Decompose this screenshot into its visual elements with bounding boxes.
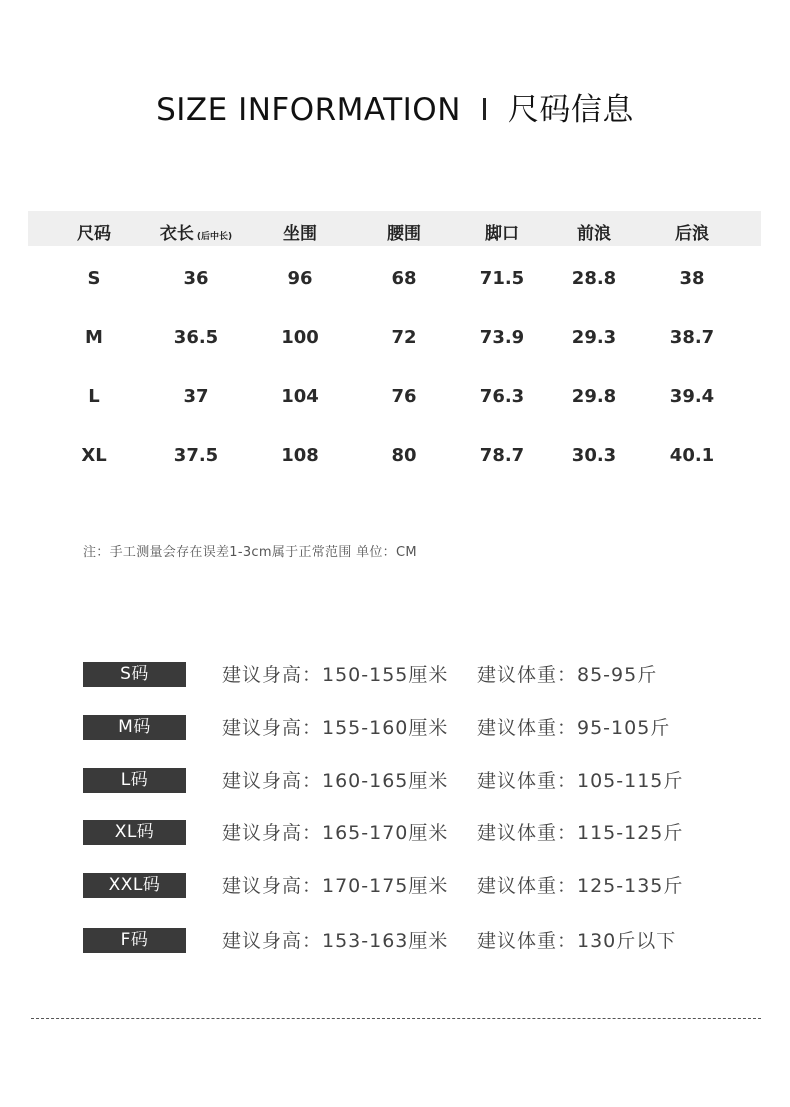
suggestion-row: [83, 768, 723, 794]
title-english: SIZE INFORMATION: [156, 92, 461, 128]
table-cell: L: [88, 386, 100, 407]
table-row: [28, 305, 761, 364]
table-cell: 76.3: [479, 386, 525, 407]
size-badge: F码: [83, 928, 186, 953]
table-cell: 37: [183, 386, 209, 407]
header-leg-opening: 脚口: [485, 224, 519, 244]
table-cell: 29.8: [571, 386, 617, 407]
table-cell: 28.8: [571, 268, 617, 289]
table-cell: 72: [391, 327, 417, 348]
header-size: 尺码: [77, 224, 111, 244]
table-row: [28, 364, 761, 423]
table-cell: 29.3: [571, 327, 617, 348]
table-cell: 37.5: [173, 445, 219, 466]
suggestion-row: [83, 820, 723, 846]
title-chinese: 尺码信息: [507, 92, 634, 128]
suggested-height: 建议身高：153-163厘米: [222, 930, 449, 952]
table-cell: 30.3: [571, 445, 617, 466]
suggested-weight: 建议体重：95-105斤: [477, 717, 671, 739]
table-cell: S: [87, 268, 101, 289]
header-front-rise: 前浪: [577, 224, 611, 244]
header-back-rise: 后浪: [675, 224, 709, 244]
size-badge: XL码: [83, 820, 186, 845]
table-row: [28, 423, 761, 482]
table-cell: 71.5: [479, 268, 525, 289]
table-cell: 38: [679, 268, 705, 289]
size-table: [28, 211, 761, 482]
suggested-weight: 建议体重：105-115斤: [477, 770, 684, 792]
suggested-height: 建议身高：150-155厘米: [222, 664, 449, 686]
title-separator: [483, 98, 486, 120]
table-row: [28, 246, 761, 305]
measurement-note: 注：手工测量会存在误差1-3cm属于正常范围 单位：CM: [83, 545, 417, 560]
size-badge: XXL码: [83, 873, 186, 898]
suggested-weight: 建议体重：125-135斤: [477, 875, 684, 897]
table-cell: 104: [281, 386, 319, 407]
table-cell: 108: [281, 445, 319, 466]
table-cell: XL: [81, 445, 107, 466]
header-length-note: (后中长): [196, 232, 233, 242]
suggested-height: 建议身高：155-160厘米: [222, 717, 449, 739]
suggestion-row: [83, 873, 723, 899]
suggested-height: 建议身高：165-170厘米: [222, 822, 449, 844]
size-badge: M码: [83, 715, 186, 740]
table-cell: M: [85, 327, 103, 348]
size-badge: L码: [83, 768, 186, 793]
suggested-height: 建议身高：160-165厘米: [222, 770, 449, 792]
table-cell: 36: [183, 268, 209, 289]
table-cell: 39.4: [669, 386, 715, 407]
table-cell: 68: [391, 268, 417, 289]
table-header: [28, 211, 761, 246]
table-cell: 100: [281, 327, 319, 348]
dashed-divider: [31, 1018, 761, 1019]
suggested-height: 建议身高：170-175厘米: [222, 875, 449, 897]
table-cell: 38.7: [669, 327, 715, 348]
table-cell: 76: [391, 386, 417, 407]
table-cell: 80: [391, 445, 417, 466]
header-length: 衣长 (后中长): [159, 224, 233, 244]
table-cell: 78.7: [479, 445, 525, 466]
suggestion-row: [83, 662, 723, 688]
table-cell: 40.1: [669, 445, 715, 466]
table-cell: 36.5: [173, 327, 219, 348]
table-cell: 73.9: [479, 327, 525, 348]
header-hip: 坐围: [283, 224, 317, 244]
page-title: [0, 84, 790, 129]
header-waist: 腰围: [387, 224, 421, 244]
size-badge: S码: [83, 662, 186, 687]
table-cell: 96: [287, 268, 313, 289]
suggested-weight: 建议体重：85-95斤: [477, 664, 658, 686]
suggestion-row: [83, 715, 723, 741]
suggested-weight: 建议体重：130斤以下: [477, 930, 677, 952]
suggested-weight: 建议体重：115-125斤: [477, 822, 684, 844]
suggestion-row: [83, 928, 723, 954]
